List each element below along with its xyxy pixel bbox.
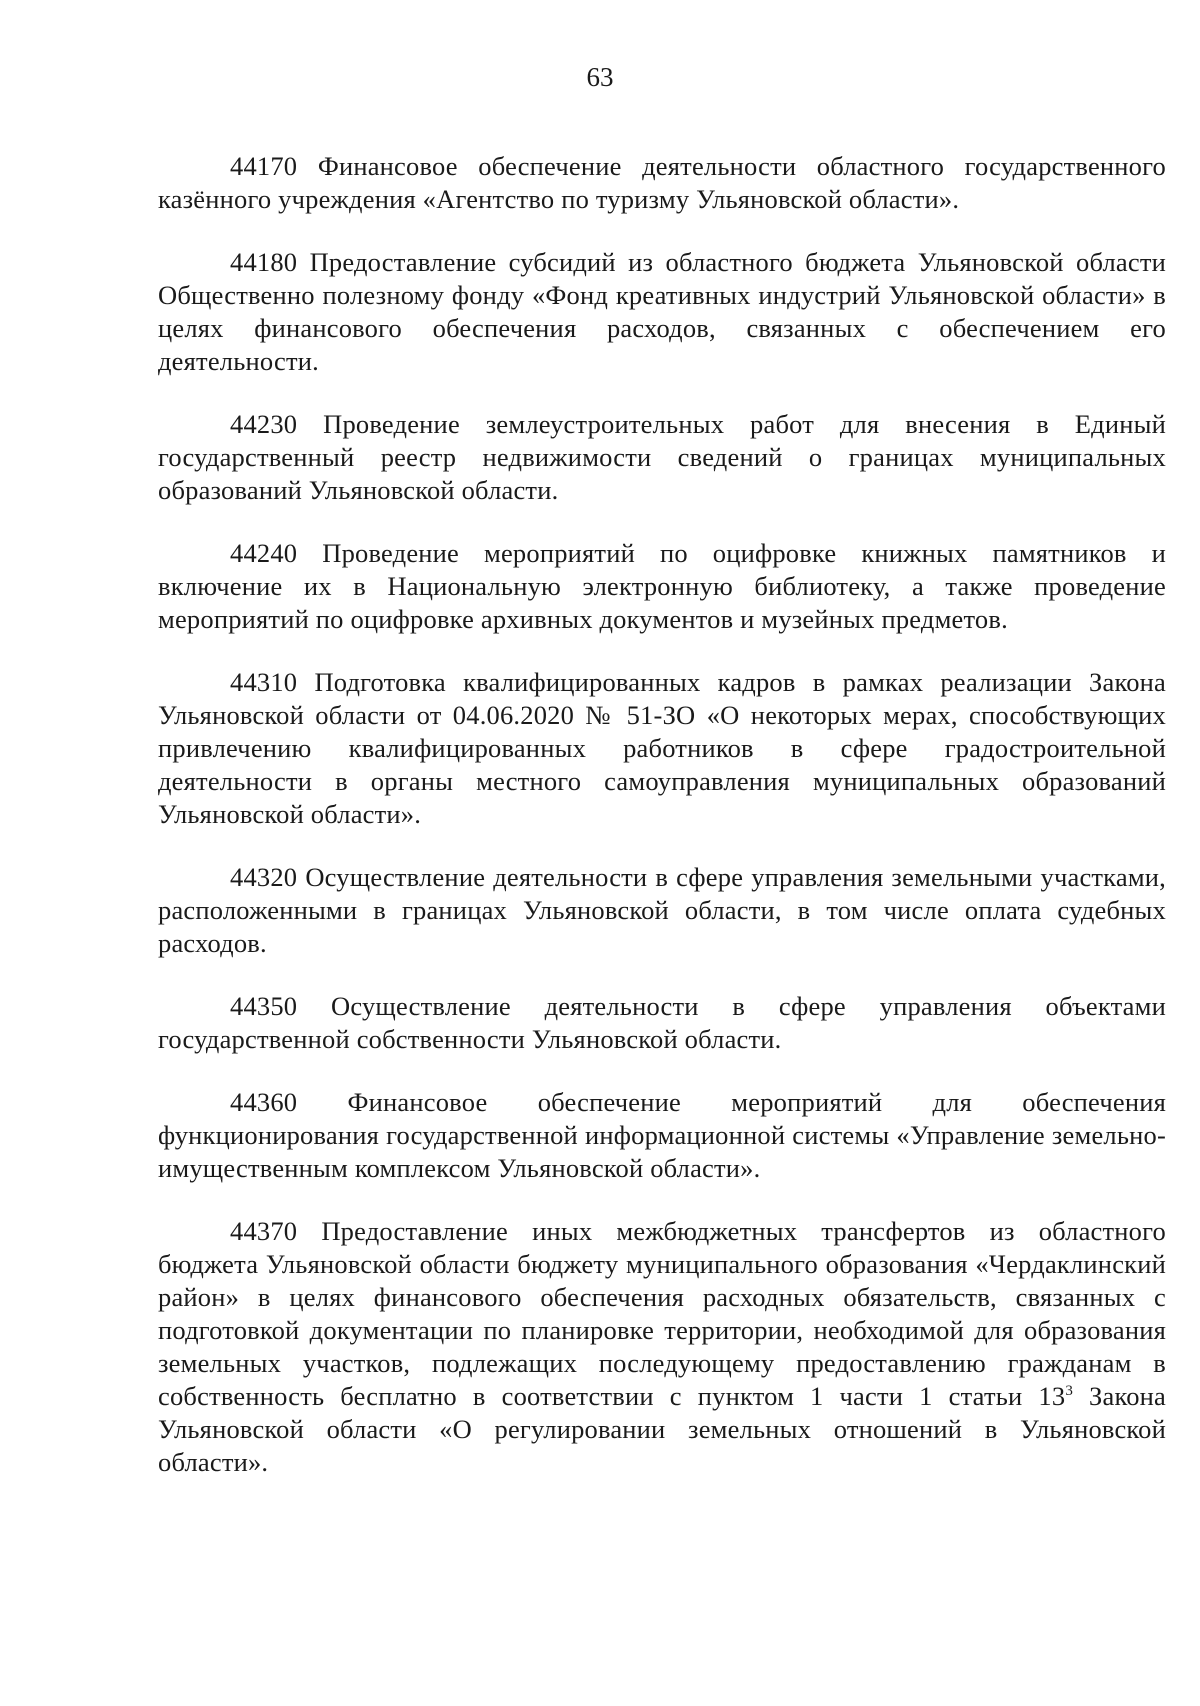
paragraph-text: Финансовое обеспечение мероприятий для обеспечения функционирования государственной информационной системы «Управление земельно-имущественным комплексом Ульяновской области». <box>158 1087 1166 1183</box>
paragraph-44310 <box>158 666 1166 831</box>
paragraph-code: 44230 <box>230 409 298 439</box>
paragraph-code: 44310 <box>230 667 298 697</box>
document-body <box>158 150 1166 1509</box>
paragraph-code: 44170 <box>230 151 298 181</box>
paragraph-text: Проведение землеустроительных работ для внесения в Единый государственный реестр недвижимости сведений о границах муниципальных образований Ульяновской области. <box>158 409 1166 505</box>
paragraph-44170 <box>158 150 1166 216</box>
paragraph-code: 44240 <box>230 538 298 568</box>
paragraph-text-before: Предоставление иных межбюджетных трансфертов из областного бюджета Ульяновской области бюджету муниципального образования «Чердаклинский район» в целях финансового обеспечения расходных обязательств, связанных с подготовкой документации по планировке территории, необходимой для образования земельных участков, подлежащих последующему предоставлению гражданам в собственность бесплатно в соответствии с пунктом 1 части 1 статьи 13 <box>158 1216 1166 1411</box>
page-number: 63 <box>586 62 614 92</box>
paragraph-text: Осуществление деятельности в сфере управления земельными участками, расположенными в границах Ульяновской области, в том числе оплата судебных расходов. <box>158 862 1166 958</box>
paragraph-44350 <box>158 990 1166 1056</box>
paragraph-text-after: Закона Ульяновской области «О регулировании земельных отношений в Ульяновской области». <box>158 1381 1166 1477</box>
paragraph-text: Осуществление деятельности в сфере управления объектами государственной собственности Ульяновской области. <box>158 991 1166 1054</box>
paragraph-code: 44320 <box>230 862 298 892</box>
paragraph-text: Проведение мероприятий по оцифровке книжных памятников и включение их в Национальную электронную библиотеку, а также проведение мероприятий по оцифровке архивных документов и музейных предметов. <box>158 538 1166 634</box>
paragraph-text: Предоставление субсидий из областного бюджета Ульяновской области Общественно полезному фонду «Фонд креативных индустрий Ульяновской области» в целях финансового обеспечения расходов, связанных с обеспечением его деятельности. <box>158 247 1166 376</box>
paragraph-text: Подготовка квалифицированных кадров в рамках реализации Закона Ульяновской области от 04.06.2020 № 51-ЗО «О некоторых мерах, способствующих привлечению квалифицированных работников в сфере градостроительной деятельности в органы местного самоуправления муниципальных образований Ульяновской области». <box>158 667 1166 829</box>
paragraph-44230 <box>158 408 1166 507</box>
paragraph-44320 <box>158 861 1166 960</box>
paragraph-44180 <box>158 246 1166 378</box>
article-superscript: 3 <box>1065 1383 1074 1400</box>
paragraph-text: Финансовое обеспечение деятельности областного государственного казённого учреждения «Агентство по туризму Ульяновской области». <box>158 151 1166 214</box>
paragraph-code: 44360 <box>230 1087 298 1117</box>
paragraph-code: 44180 <box>230 247 298 277</box>
paragraph-44370 <box>158 1215 1166 1479</box>
paragraph-44240 <box>158 537 1166 636</box>
paragraph-code: 44370 <box>230 1216 298 1246</box>
paragraph-44360 <box>158 1086 1166 1185</box>
paragraph-code: 44350 <box>230 991 298 1021</box>
